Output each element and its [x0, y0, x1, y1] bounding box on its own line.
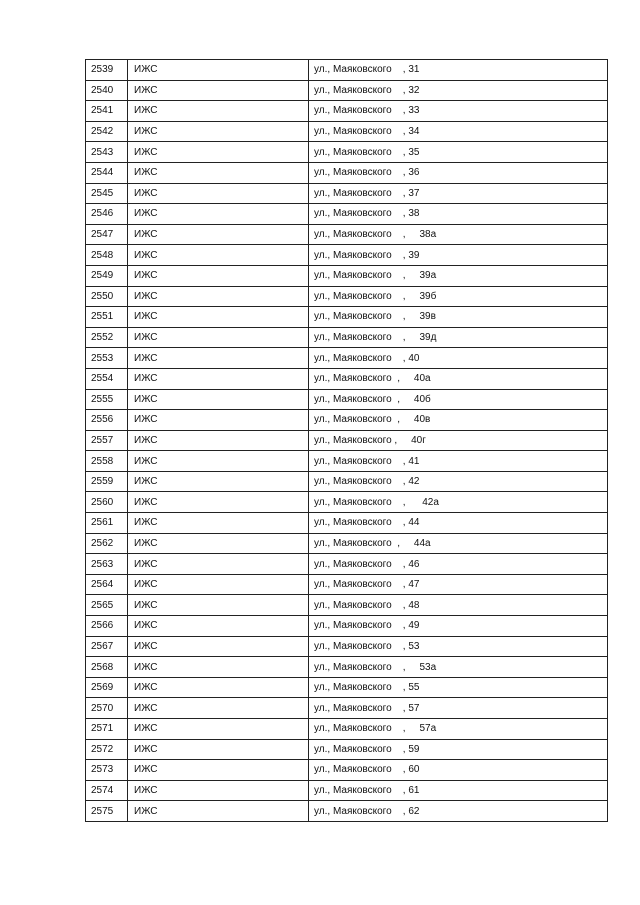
row-number-cell: 2544 [86, 162, 128, 183]
row-number-cell: 2552 [86, 327, 128, 348]
row-number-cell: 2569 [86, 677, 128, 698]
table-row [86, 265, 608, 286]
property-type-cell: ИЖС [128, 719, 309, 740]
row-number-cell: 2540 [86, 80, 128, 101]
table-row [86, 162, 608, 183]
row-number-cell: 2574 [86, 780, 128, 801]
row-number-cell: 2570 [86, 698, 128, 719]
table-row [86, 183, 608, 204]
address-cell: ул., Маяковского , 60 [309, 760, 608, 781]
property-type-cell: ИЖС [128, 348, 309, 369]
property-type-cell: ИЖС [128, 245, 309, 266]
address-cell: ул., Маяковского , 61 [309, 780, 608, 801]
address-cell: ул., Маяковского , 34 [309, 121, 608, 142]
table-row [86, 410, 608, 431]
row-number-cell: 2562 [86, 533, 128, 554]
row-number-cell: 2560 [86, 492, 128, 513]
table-row [86, 595, 608, 616]
property-type-cell: ИЖС [128, 224, 309, 245]
address-cell: ул., Маяковского , 42а [309, 492, 608, 513]
address-cell: ул., Маяковского , 53а [309, 657, 608, 678]
property-type-cell: ИЖС [128, 142, 309, 163]
row-number-cell: 2545 [86, 183, 128, 204]
address-cell: ул., Маяковского , 38а [309, 224, 608, 245]
address-cell: ул., Маяковского , 47 [309, 574, 608, 595]
table-row [86, 121, 608, 142]
property-type-cell: ИЖС [128, 327, 309, 348]
table-row [86, 286, 608, 307]
table-row [86, 636, 608, 657]
table-row [86, 801, 608, 822]
row-number-cell: 2559 [86, 471, 128, 492]
address-cell: ул., Маяковского , 40б [309, 389, 608, 410]
table-row [86, 327, 608, 348]
table-row [86, 451, 608, 472]
table-row [86, 430, 608, 451]
table-row [86, 60, 608, 81]
property-type-cell: ИЖС [128, 265, 309, 286]
property-type-cell: ИЖС [128, 595, 309, 616]
row-number-cell: 2550 [86, 286, 128, 307]
address-registry-table [85, 59, 608, 822]
property-type-cell: ИЖС [128, 183, 309, 204]
address-cell: ул., Маяковского , 44 [309, 513, 608, 534]
address-cell: ул., Маяковского , 62 [309, 801, 608, 822]
address-cell: ул., Маяковского , 39 [309, 245, 608, 266]
table-row [86, 513, 608, 534]
property-type-cell: ИЖС [128, 162, 309, 183]
address-cell: ул., Маяковского , 44а [309, 533, 608, 554]
property-type-cell: ИЖС [128, 554, 309, 575]
row-number-cell: 2568 [86, 657, 128, 678]
address-cell: ул., Маяковского , 32 [309, 80, 608, 101]
table-row [86, 348, 608, 369]
table-row [86, 616, 608, 637]
table-row [86, 101, 608, 122]
table-row [86, 533, 608, 554]
property-type-cell: ИЖС [128, 780, 309, 801]
address-cell: ул., Маяковского , 48 [309, 595, 608, 616]
address-cell: ул., Маяковского , 40в [309, 410, 608, 431]
property-type-cell: ИЖС [128, 698, 309, 719]
address-cell: ул., Маяковского , 57 [309, 698, 608, 719]
address-cell: ул., Маяковского , 59 [309, 739, 608, 760]
row-number-cell: 2557 [86, 430, 128, 451]
address-cell: ул., Маяковского , 39в [309, 307, 608, 328]
address-cell: ул., Маяковского , 37 [309, 183, 608, 204]
property-type-cell: ИЖС [128, 430, 309, 451]
address-cell: ул., Маяковского , 35 [309, 142, 608, 163]
property-type-cell: ИЖС [128, 739, 309, 760]
table-body [86, 60, 608, 822]
table-row [86, 698, 608, 719]
row-number-cell: 2556 [86, 410, 128, 431]
address-cell: ул., Маяковского , 46 [309, 554, 608, 575]
address-cell: ул., Маяковского , 42 [309, 471, 608, 492]
property-type-cell: ИЖС [128, 60, 309, 81]
property-type-cell: ИЖС [128, 760, 309, 781]
property-type-cell: ИЖС [128, 307, 309, 328]
address-cell: ул., Маяковского , 33 [309, 101, 608, 122]
property-type-cell: ИЖС [128, 121, 309, 142]
table-row [86, 307, 608, 328]
property-type-cell: ИЖС [128, 636, 309, 657]
row-number-cell: 2541 [86, 101, 128, 122]
table-row [86, 739, 608, 760]
table-row [86, 719, 608, 740]
row-number-cell: 2571 [86, 719, 128, 740]
table-row [86, 760, 608, 781]
property-type-cell: ИЖС [128, 389, 309, 410]
row-number-cell: 2565 [86, 595, 128, 616]
row-number-cell: 2551 [86, 307, 128, 328]
table-row [86, 574, 608, 595]
address-cell: ул., Маяковского , 36 [309, 162, 608, 183]
row-number-cell: 2549 [86, 265, 128, 286]
row-number-cell: 2572 [86, 739, 128, 760]
property-type-cell: ИЖС [128, 616, 309, 637]
address-cell: ул., Маяковского , 55 [309, 677, 608, 698]
table-row [86, 224, 608, 245]
row-number-cell: 2563 [86, 554, 128, 575]
address-cell: ул., Маяковского , 57а [309, 719, 608, 740]
row-number-cell: 2553 [86, 348, 128, 369]
property-type-cell: ИЖС [128, 451, 309, 472]
row-number-cell: 2575 [86, 801, 128, 822]
row-number-cell: 2564 [86, 574, 128, 595]
address-cell: ул., Маяковского , 41 [309, 451, 608, 472]
address-cell: ул., Маяковского , 53 [309, 636, 608, 657]
table-row [86, 657, 608, 678]
address-cell: ул., Маяковского , 39б [309, 286, 608, 307]
row-number-cell: 2543 [86, 142, 128, 163]
address-cell: ул., Маяковского , 40г [309, 430, 608, 451]
table-row [86, 368, 608, 389]
property-type-cell: ИЖС [128, 801, 309, 822]
row-number-cell: 2558 [86, 451, 128, 472]
row-number-cell: 2547 [86, 224, 128, 245]
address-cell: ул., Маяковского , 49 [309, 616, 608, 637]
row-number-cell: 2567 [86, 636, 128, 657]
property-type-cell: ИЖС [128, 533, 309, 554]
address-cell: ул., Маяковского , 40 [309, 348, 608, 369]
property-type-cell: ИЖС [128, 513, 309, 534]
row-number-cell: 2555 [86, 389, 128, 410]
property-type-cell: ИЖС [128, 492, 309, 513]
row-number-cell: 2554 [86, 368, 128, 389]
property-type-cell: ИЖС [128, 101, 309, 122]
table-row [86, 142, 608, 163]
property-type-cell: ИЖС [128, 657, 309, 678]
property-type-cell: ИЖС [128, 286, 309, 307]
row-number-cell: 2548 [86, 245, 128, 266]
address-cell: ул., Маяковского , 40а [309, 368, 608, 389]
property-type-cell: ИЖС [128, 204, 309, 225]
property-type-cell: ИЖС [128, 410, 309, 431]
property-type-cell: ИЖС [128, 677, 309, 698]
row-number-cell: 2546 [86, 204, 128, 225]
address-cell: ул., Маяковского , 39а [309, 265, 608, 286]
table-row [86, 492, 608, 513]
table-row [86, 389, 608, 410]
address-cell: ул., Маяковского , 31 [309, 60, 608, 81]
row-number-cell: 2566 [86, 616, 128, 637]
table-row [86, 245, 608, 266]
address-cell: ул., Маяковского , 38 [309, 204, 608, 225]
property-type-cell: ИЖС [128, 471, 309, 492]
table-row [86, 80, 608, 101]
address-cell: ул., Маяковского , 39д [309, 327, 608, 348]
table-row [86, 471, 608, 492]
property-type-cell: ИЖС [128, 574, 309, 595]
table-row [86, 204, 608, 225]
table-row [86, 677, 608, 698]
row-number-cell: 2539 [86, 60, 128, 81]
row-number-cell: 2573 [86, 760, 128, 781]
row-number-cell: 2561 [86, 513, 128, 534]
property-type-cell: ИЖС [128, 368, 309, 389]
table-row [86, 554, 608, 575]
property-type-cell: ИЖС [128, 80, 309, 101]
row-number-cell: 2542 [86, 121, 128, 142]
table-row [86, 780, 608, 801]
